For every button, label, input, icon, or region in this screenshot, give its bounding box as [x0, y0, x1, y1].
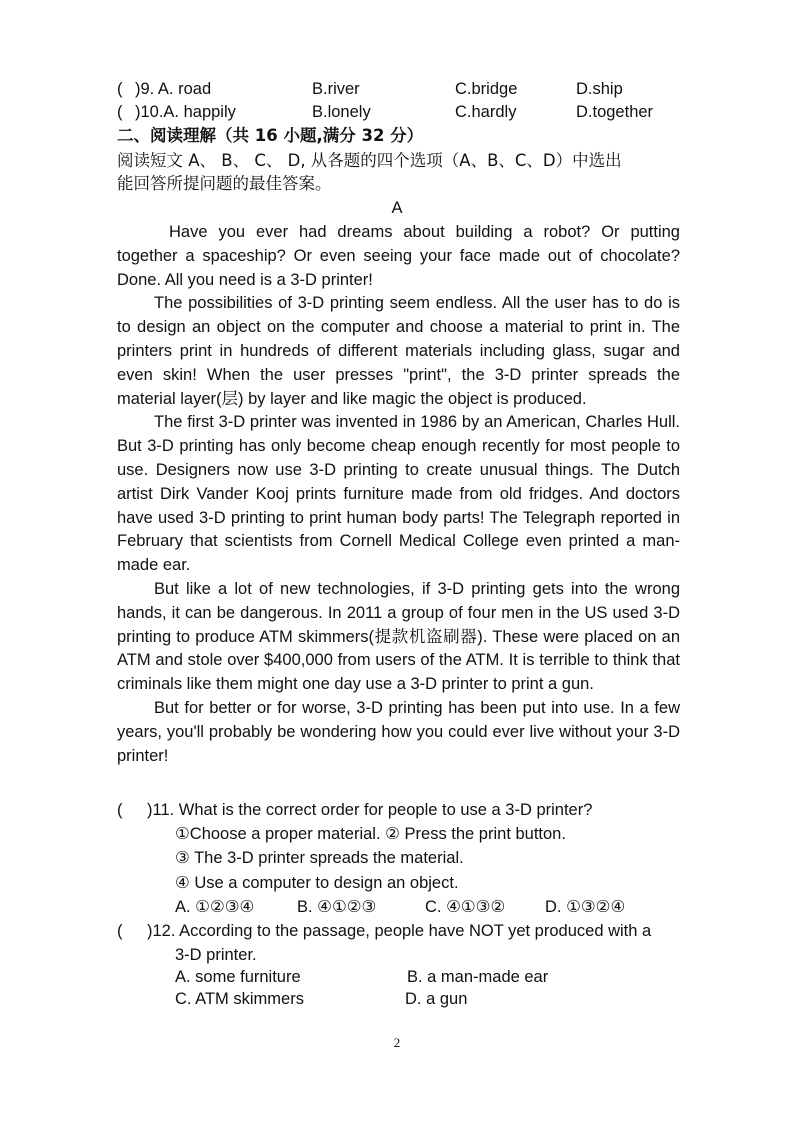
answer-paren: (	[117, 103, 123, 121]
passage-a	[117, 221, 680, 768]
page-number: 2	[393, 1035, 401, 1050]
question-11-stem	[117, 799, 677, 821]
question-11-option-a: A. ①②③④	[175, 898, 255, 916]
section-title: 二、阅读理解（共 16 小题,满分 32 分）	[117, 126, 424, 145]
answer-paren: (	[117, 801, 123, 819]
question-12-option-a: A. some furniture	[175, 968, 301, 986]
question-11-text: )11. What is the correct order for people to use a 3-D printer?	[147, 801, 593, 819]
question-9-option-d: D.ship	[576, 80, 623, 98]
answer-paren: (	[117, 80, 123, 98]
question-11-option-c: C. ④①③②	[425, 898, 506, 916]
question-12-stem	[117, 920, 677, 942]
question-12-options-row-2	[117, 988, 677, 1010]
paragraph-2: The possibilities of 3-D printing seem endless. All the user has to do is to design an object on the computer and choose a material to print in. The printers print in hundreds of different materials including glass, sugar and even skin! When the user presses "print", the 3-D printer spreads the material layer(层) by layer and like magic the object is produced.	[117, 294, 680, 408]
question-10-option-d: D.together	[576, 103, 654, 121]
question-11-options	[117, 896, 677, 918]
paragraph-5: But for better or for worse, 3-D printing has been put into use. In a few years, you'll probably be wondering how you could ever live without your 3-D printer!	[117, 698, 680, 765]
question-11-step-2: ③ The 3-D printer spreads the material.	[175, 849, 464, 867]
question-11-step-3: ④ Use a computer to design an object.	[175, 874, 459, 892]
question-10-option-b: B.lonely	[312, 103, 371, 121]
question-12-options-row-1	[117, 966, 677, 988]
question-10	[117, 101, 677, 123]
instructions-line-1: 阅读短文 A、 B、 C、 D, 从各题的四个选项（A、B、C、D）中选出	[117, 151, 622, 170]
question-10-option-a: )10.A. happily	[135, 103, 236, 121]
question-11-option-d: D. ①③②④	[545, 898, 626, 916]
question-12-text: )12. According to the passage, people have NOT yet produced with a	[147, 922, 652, 940]
question-9	[117, 78, 677, 100]
question-9-option-c: C.bridge	[455, 80, 518, 98]
passage-label: A	[391, 199, 403, 217]
paragraph-4: But like a lot of new technologies, if 3-D printing gets into the wrong hands, it can be dangerous. In 2011 a group of four men in the US used 3-D printing to produce ATM skimmers(提款机盗刷器). These were placed on an ATM and stole over $400,000 from users of the ATM. It is terrible to think that criminals like them might one day use a 3-D printer to print a gun.	[117, 579, 680, 694]
question-9-option-b: B.river	[312, 80, 360, 98]
question-12-option-d: D. a gun	[405, 990, 468, 1008]
question-12-option-c: C. ATM skimmers	[175, 990, 304, 1008]
question-11-step-1: ①Choose a proper material. ② Press the print button.	[175, 825, 566, 843]
question-9-option-a: )9. A. road	[135, 80, 212, 98]
question-12-text-cont: 3-D printer.	[175, 946, 257, 964]
question-10-option-c: C.hardly	[455, 103, 517, 121]
question-12-option-b: B. a man-made ear	[407, 968, 549, 986]
paragraph-1: Have you ever had dreams about building a robot? Or putting together a spaceship? Or even seeing your face made out of chocolate? Done. All you need is a 3-D printer!	[117, 223, 680, 289]
instructions-line-2: 能回答所提问题的最佳答案。	[117, 174, 332, 193]
question-11-option-b: B. ④①②③	[297, 898, 377, 916]
paragraph-3: The first 3-D printer was invented in 1986 by an American, Charles Hull. But 3-D printing has only become cheap enough recently for most people to use. Designers now use 3-D printing to create unusual things. The Dutch artist Dirk Vander Kooj prints furniture made from old fridges. And doctors have used 3-D printing to print human body parts! The Telegraph reported in February that scientists from Cornell Medical College even printed a man-made ear.	[117, 413, 680, 575]
answer-paren: (	[117, 922, 123, 940]
